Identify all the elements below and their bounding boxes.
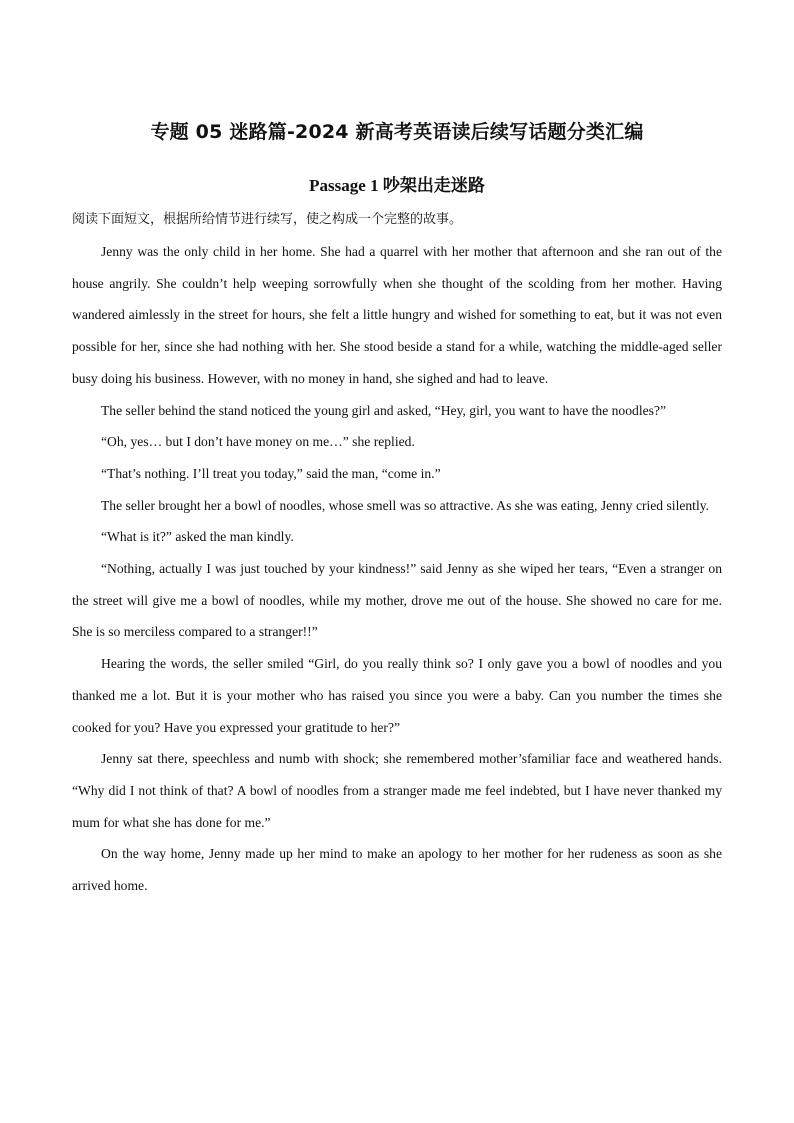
paragraph-1: Jenny was the only child in her home. She had a quarrel with her mother that afternoon and she ran out of the house angrily. She couldn’t help weeping sorrowfully when she thought of the scolding from her mother. Having wandered aimlessly in the street for hours, she felt a little hungry and wished for something to eat, but it was not even possible for her, since she had nothing with her. She stood beside a stand for a while, watching the middle-aged seller busy doing his business. However, with no money in hand, she sighed and had to leave. <box>72 244 722 386</box>
paragraph-10: On the way home, Jenny made up her mind to make an apology to her mother for her rudeness as soon as she arrived home. <box>72 846 722 894</box>
paragraph-5: The seller brought her a bowl of noodles, whose smell was so attractive. As she was eating, Jenny cried silently. <box>101 497 710 513</box>
document-page <box>72 118 722 902</box>
paragraph-2: The seller behind the stand noticed the young girl and asked, “Hey, girl, you want to have the noodles?” <box>101 402 666 418</box>
paragraph-9: Jenny sat there, speechless and numb with shock; she remembered mother’sfamiliar face and weathered hands. “Why did I not think of that? A bowl of noodles from a stranger made me feel indebted, but I have never thanked my mum for what she has done for me.” <box>72 751 722 830</box>
instruction-text: 阅读下面短文，根据所给情节进行续写，使之构成一个完整的故事。 <box>72 212 463 227</box>
paragraph-7: “Nothing, actually I was just touched by your kindness!” said Jenny as she wiped her tears, “Even a stranger on the street will give me a bowl of noodles, while my mother, drove me out of the house. She showed no care for me. She is so merciless compared to a stranger!!” <box>72 561 722 640</box>
paragraph-3: “Oh, yes… but I don’t have money on me…” she replied. <box>101 434 415 450</box>
paragraph-4: “That’s nothing. I’ll treat you today,” said the man, “come in.” <box>101 465 441 481</box>
passage-body <box>72 236 722 902</box>
passage-title: Passage 1 吵架出走迷路 <box>309 176 485 195</box>
paragraph-6: “What is it?” asked the man kindly. <box>101 529 294 545</box>
paragraph-8: Hearing the words, the seller smiled “Girl, do you really think so? I only gave you a bowl of noodles and you thanked me a lot. But it is your mother who has raised you since you were a baby. Can you number the times she cooked for you? Have you expressed your gratitude to her?” <box>72 656 722 735</box>
document-title: 专题 05 迷路篇-2024 新高考英语读后续写话题分类汇编 <box>150 121 644 143</box>
